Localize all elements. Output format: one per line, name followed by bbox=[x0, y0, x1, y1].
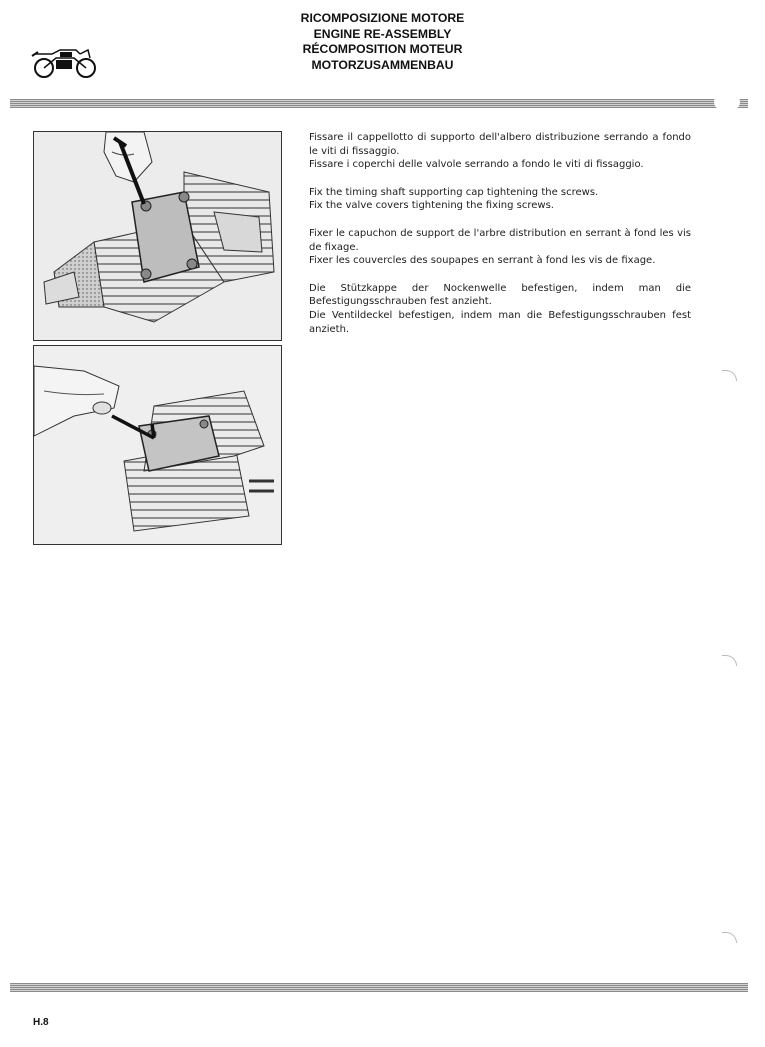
instructions-german bbox=[309, 282, 691, 336]
instruction-it-2: Fissare i coperchi delle valvole serrando a fondo le viti di fissaggio. bbox=[309, 159, 644, 171]
instructions-italian bbox=[309, 131, 691, 172]
page-edge-mark bbox=[722, 932, 737, 943]
top-divider-rule bbox=[10, 99, 748, 108]
valve-cover-photo bbox=[33, 345, 282, 545]
instructions-english bbox=[309, 186, 691, 213]
title-italian: RICOMPOSIZIONE MOTORE bbox=[300, 11, 465, 25]
binder-hole-mark bbox=[714, 92, 740, 112]
title-german: MOTORZUSAMMENBAU bbox=[311, 57, 454, 72]
instruction-en-1: Fix the timing shaft supporting cap tightening the screws. bbox=[309, 186, 599, 198]
engine-head-cap-photo bbox=[33, 131, 282, 341]
page-edge-mark bbox=[722, 655, 737, 666]
motorcycle-logo-icon bbox=[30, 44, 98, 80]
title-french: RÉCOMPOSITION MOTEUR bbox=[302, 42, 463, 57]
page-edge-mark bbox=[722, 370, 737, 381]
page-number: H.8 bbox=[33, 1017, 49, 1028]
title-english: ENGINE RE-ASSEMBLY bbox=[313, 26, 452, 41]
instruction-fr-1: Fixer le capuchon de support de l'arbre distribution en serrant à fond les vis de fixage. bbox=[309, 227, 691, 253]
instruction-de-1: Die Stützkappe der Nockenwelle befestigen, indem man die Befestigungsschrauben fest anzieht. bbox=[309, 282, 691, 308]
instruction-text-column bbox=[309, 131, 691, 350]
page-title-block bbox=[230, 11, 535, 73]
instruction-it-1: Fissare il cappellotto di supporto dell'albero distribuzione serrando a fondo le viti di fissaggio. bbox=[309, 132, 691, 157]
instruction-en-2: Fix the valve covers tightening the fixing screws. bbox=[309, 200, 554, 212]
instruction-fr-2: Fixer les couvercles des soupapes en serrant à fond les vis de fixage. bbox=[309, 255, 656, 267]
instructions-french bbox=[309, 227, 691, 268]
bottom-divider-rule bbox=[10, 983, 748, 992]
instruction-de-2: Die Ventildeckel befestigen, indem man die Befestigungsschrauben fest anzieth. bbox=[309, 309, 691, 335]
